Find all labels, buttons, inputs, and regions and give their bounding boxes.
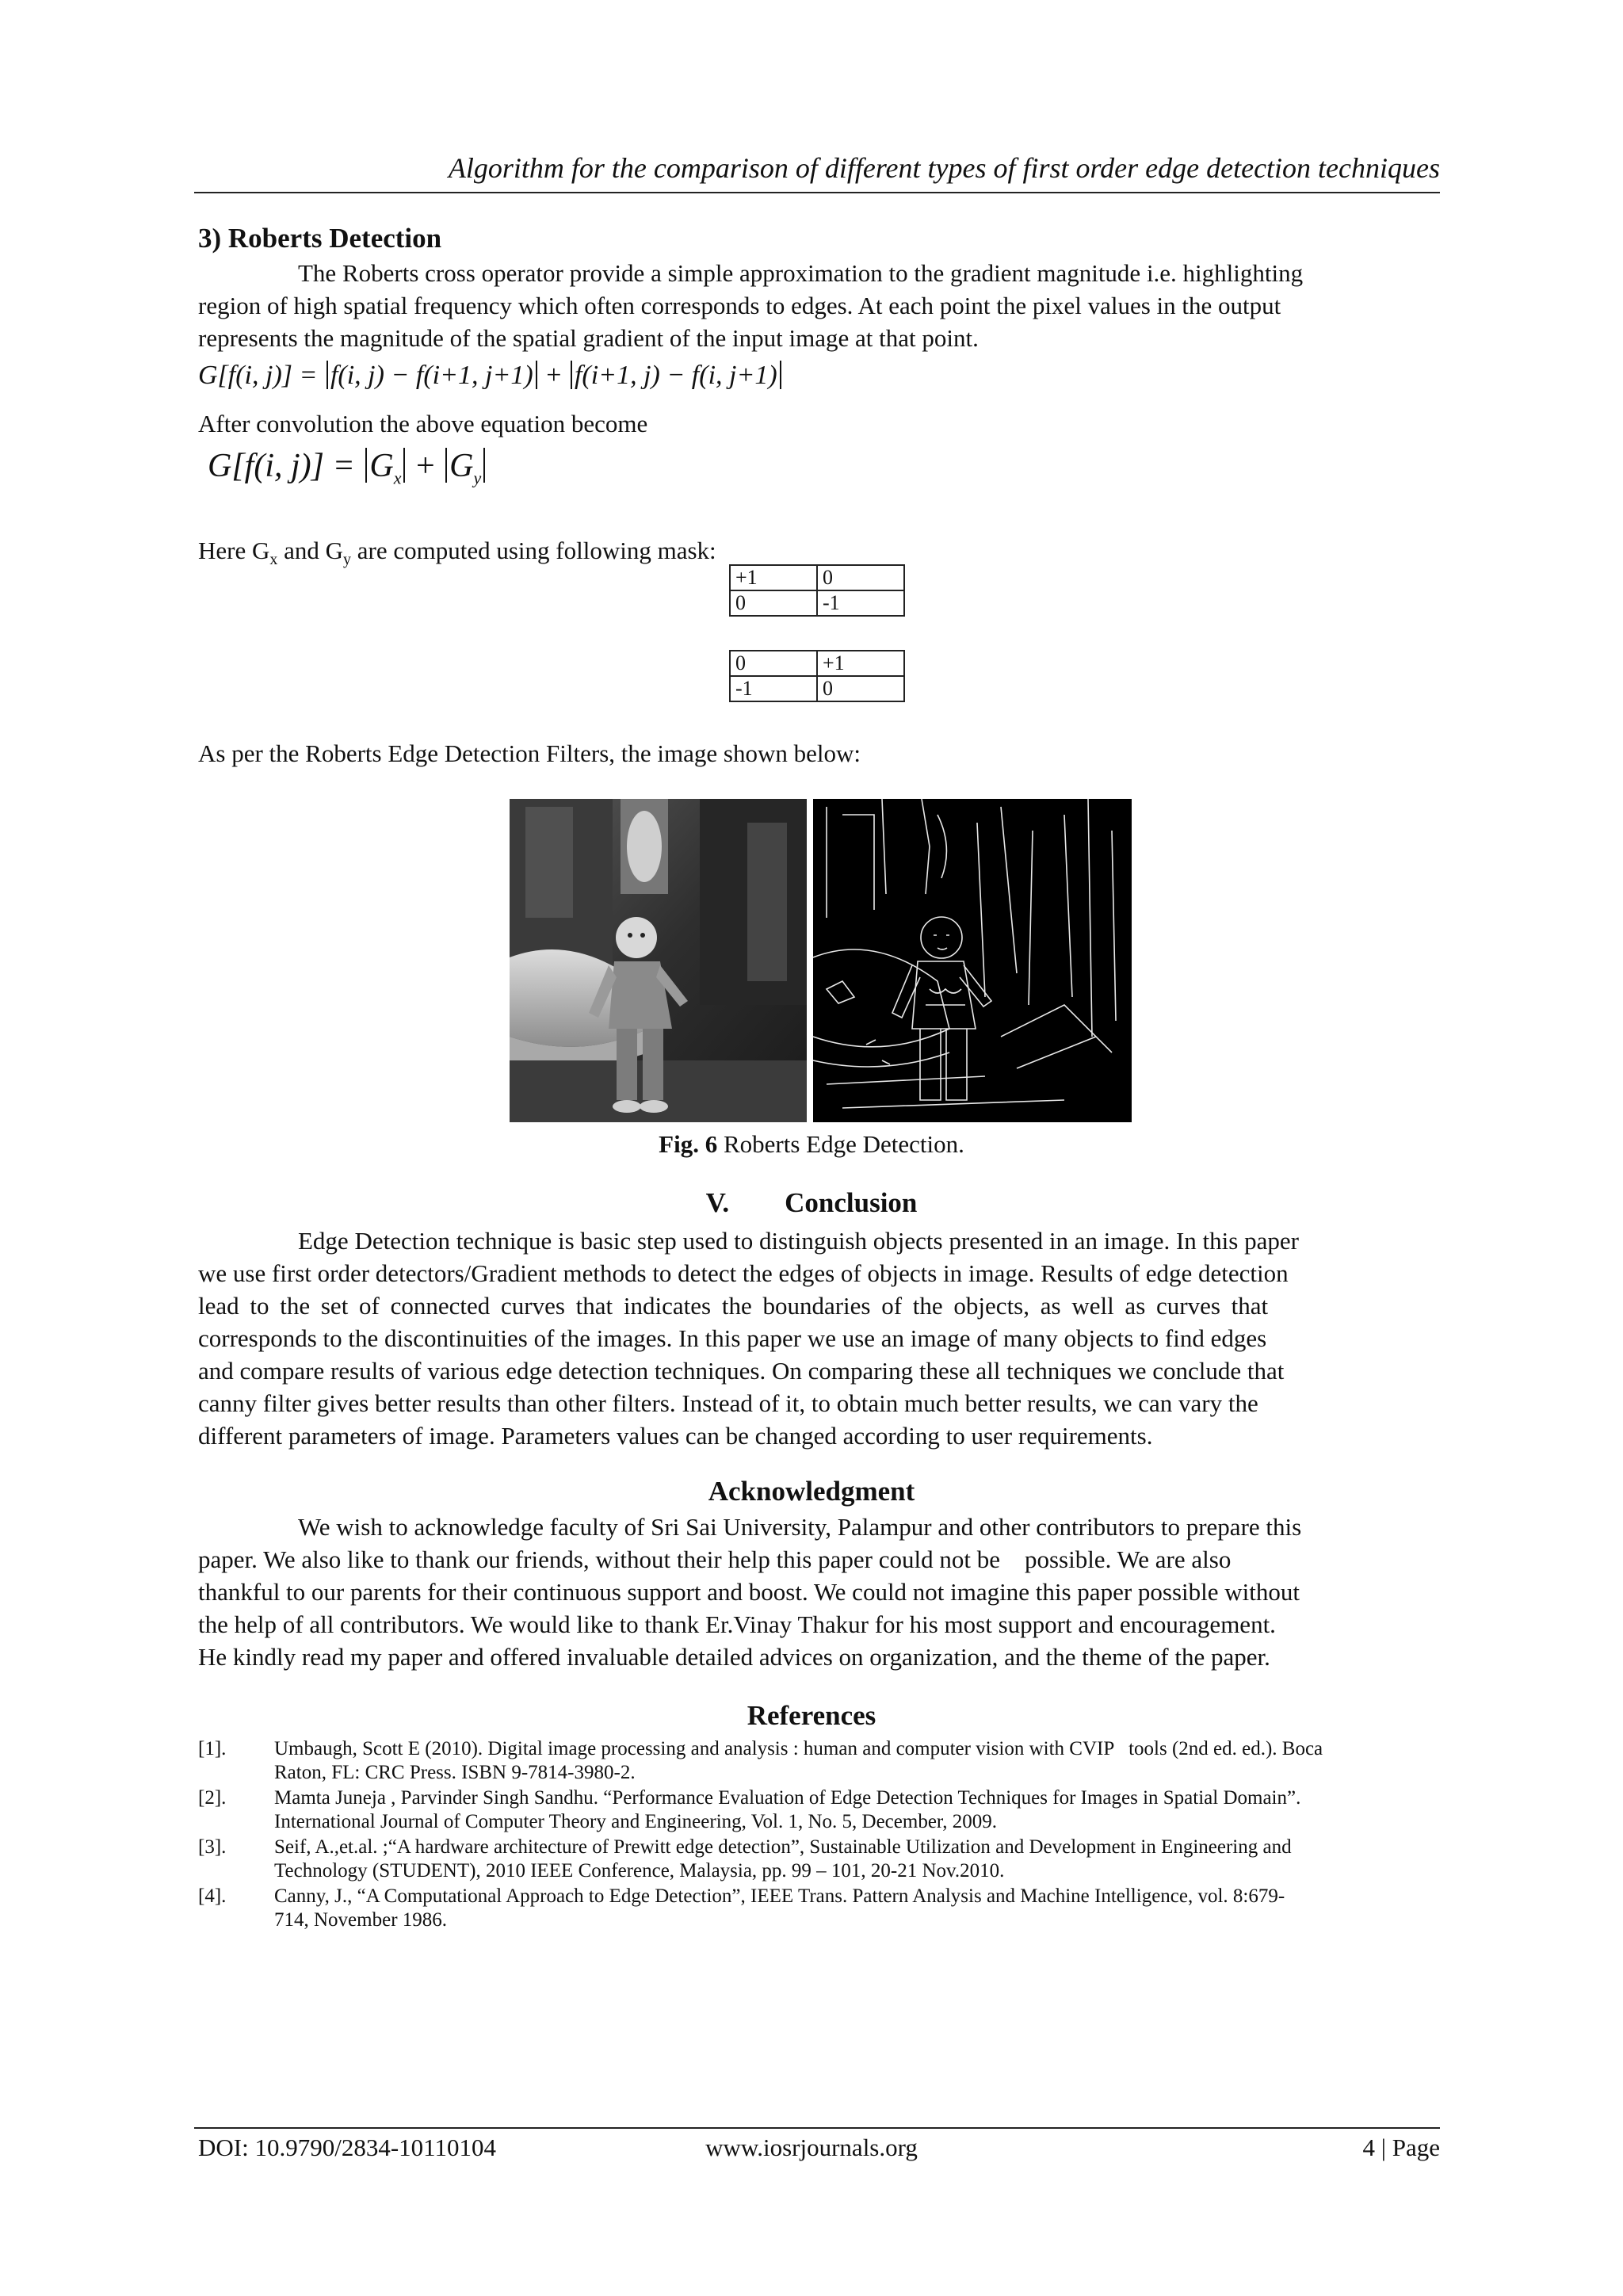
reference-list: [198, 1737, 1440, 1943]
reference-line: Umbaugh, Scott E (2010). Digital image processing and analysis : human and computer vision with CVIP tools (2nd ed. ed.). Boca: [274, 1738, 1323, 1759]
figure-roberts: [510, 799, 1132, 1122]
roberts-figure-image: [510, 799, 1132, 1122]
eq2-gx: [369, 448, 402, 488]
mask-cell: +1: [817, 651, 904, 676]
footer-rule: [194, 2127, 1440, 2129]
conclusion-line: canny filter gives better results than other filters. Instead of it, to obtain much better results, we can vary the: [198, 1389, 1258, 1417]
mask-cell: -1: [817, 590, 904, 616]
conclusion-line: lead to the set of connected curves that indicates the boundaries of the objects, as well as curves that: [198, 1292, 1269, 1320]
acknowledgment-line: He kindly read my paper and offered invaluable detailed advices on organization, and the theme of the paper.: [198, 1643, 1270, 1671]
reference-number: [3].: [198, 1836, 227, 1858]
abs-bar: [536, 361, 537, 389]
mask-cell: 0: [730, 590, 817, 616]
roberts-line-2: region of high spatial frequency which often corresponds to edges. At each point the pixel values in the output: [198, 292, 1281, 319]
reference-number: [2].: [198, 1787, 227, 1809]
footer-page-number: 4 | Page: [1362, 2134, 1440, 2161]
conclusion-line: and compare results of various edge detection techniques. On comparing these all techniques we conclude that: [198, 1357, 1285, 1385]
reference-number: [4].: [198, 1885, 227, 1907]
eq2-g-symbol: G: [369, 448, 394, 484]
eq1-lhs: G[f(i, j)] =: [198, 361, 318, 390]
reference-line: Canny, J., “A Computational Approach to Edge Detection”, IEEE Trans. Pattern Analysis and Machine Intelligence, vol. 8:679-: [274, 1885, 1285, 1907]
original-photo: [510, 799, 807, 1122]
reference-number: [1].: [198, 1738, 227, 1759]
eq1-plus: +: [546, 361, 562, 390]
conclusion-line: we use first order detectors/Gradient methods to detect the edges of objects in image. Results of edge detection: [198, 1259, 1289, 1287]
abs-bar: [780, 361, 781, 389]
equation-gradient-magnitude: [208, 444, 487, 500]
running-head: Algorithm for the comparison of different types of first order edge detection techniques: [448, 152, 1440, 184]
figure-caption: [0, 1129, 1623, 1160]
reference-item: [198, 1786, 1440, 1836]
mask-intro-c: are computed using following mask:: [351, 537, 716, 564]
roberts-paragraph: [198, 257, 1440, 354]
eq2-sub-y: y: [473, 468, 482, 488]
mask-intro-sub-x: x: [269, 551, 278, 569]
mask-cell: 0: [730, 651, 817, 676]
eq2-lhs: G[f(i, j)] =: [208, 448, 355, 484]
mask-cell: 0: [817, 565, 904, 590]
acknowledgment-line: paper. We also like to thank our friends, without their help this paper could not be possible. We are also: [198, 1545, 1232, 1573]
figure-caption-text: Roberts Edge Detection.: [717, 1130, 964, 1158]
reference-item: [198, 1885, 1440, 1934]
eq2-sub-x: x: [393, 468, 402, 488]
reference-text: [274, 1836, 1444, 1883]
reference-text: [274, 1786, 1444, 1834]
conclusion-line: different parameters of image. Parameters values can be changed according to user requirements.: [198, 1422, 1153, 1450]
figure-label: Fig. 6: [659, 1130, 718, 1158]
mask-cell: 0: [817, 676, 904, 701]
roberts-mask-gy: [729, 650, 905, 702]
section-heading-roberts: 3) Roberts Detection: [198, 223, 442, 254]
header-rule: [194, 192, 1440, 193]
reference-line: Seif, A.,et.al. ;“A hardware architecture of Prewitt edge detection”, Sustainable Utilization and Development in Engineering and: [274, 1836, 1292, 1858]
footer-doi: DOI: 10.9790/2834-10110104: [198, 2134, 496, 2161]
acknowledgment-paragraph: [198, 1511, 1440, 1673]
abs-bar: [445, 448, 447, 483]
reference-line: International Journal of Computer Theory and Engineering, Vol. 1, No. 5, December, 2009.: [274, 1811, 997, 1832]
reference-line: Technology (STUDENT), 2010 IEEE Conference, Malaysia, pp. 99 – 101, 20-21 Nov.2010.: [274, 1860, 1005, 1881]
acknowledgment-line: thankful to our parents for their continuous support and boost. We could not imagine this paper possible without: [198, 1578, 1300, 1606]
acknowledgment-line: We wish to acknowledge faculty of Sri Sai University, Palampur and other contributors to prepare this: [298, 1513, 1302, 1541]
mask-row: [730, 565, 904, 590]
image-intro-text: As per the Roberts Edge Detection Filters, the image shown below:: [198, 739, 861, 767]
roberts-line-1: The Roberts cross operator provide a simple approximation to the gradient magnitude i.e. highlighting: [298, 259, 1304, 287]
reference-line: 714, November 1986.: [274, 1909, 448, 1931]
mask-row: [730, 590, 904, 616]
section-heading-conclusion: V. Conclusion: [705, 1187, 918, 1218]
section-heading-acknowledgment: Acknowledgment: [708, 1476, 915, 1507]
abs-bar: [483, 448, 485, 483]
conclusion-paragraph: [198, 1224, 1440, 1452]
eq2-plus: +: [415, 448, 435, 484]
mask-intro-b: and G: [277, 537, 344, 564]
mask-row: [730, 651, 904, 676]
reference-line: Raton, FL: CRC Press. ISBN 9-7814-3980-2.: [274, 1762, 636, 1783]
reference-item: [198, 1737, 1440, 1786]
mask-intro-text: [198, 534, 716, 576]
reference-text: [274, 1885, 1444, 1932]
roberts-mask-gx: [729, 564, 905, 617]
mask-intro-a: Here G: [198, 537, 270, 564]
mask-row: [730, 676, 904, 701]
eq1-term1: f(i, j) − f(i+1, j+1): [330, 361, 533, 390]
conclusion-line: corresponds to the discontinuities of the images. In this paper we use an image of many objects to find edges: [198, 1324, 1267, 1352]
mask-cell: -1: [730, 676, 817, 701]
equation-roberts-gradient: [198, 358, 784, 393]
roberts-line-3: represents the magnitude of the spatial gradient of the input image at that point.: [198, 324, 979, 352]
eq2-gy: [449, 448, 482, 488]
abs-bar: [327, 361, 328, 389]
mask-cell: +1: [730, 565, 817, 590]
after-convolution-text: After convolution the above equation become: [198, 410, 648, 437]
eq2-g-symbol: G: [449, 448, 474, 484]
conclusion-line: Edge Detection technique is basic step used to distinguish objects presented in an image. In this paper: [298, 1227, 1299, 1255]
reference-line: Mamta Juneja , Parvinder Singh Sandhu. “Performance Evaluation of Edge Detection Techniques for Images in Spatial Domain”.: [274, 1787, 1301, 1809]
abs-bar: [571, 361, 572, 389]
section-heading-references: References: [747, 1700, 876, 1731]
footer-website: www.iosrjournals.org: [705, 2134, 918, 2161]
reference-text: [274, 1737, 1444, 1785]
eq1-term2: f(i+1, j) − f(i, j+1): [574, 361, 777, 390]
edge-map: [813, 799, 1132, 1122]
acknowledgment-line: the help of all contributors. We would like to thank Er.Vinay Thakur for his most support and encouragement.: [198, 1610, 1276, 1638]
reference-item: [198, 1836, 1440, 1885]
mask-intro-sub-y: y: [343, 551, 352, 569]
abs-bar: [365, 448, 367, 483]
abs-bar: [403, 448, 405, 483]
